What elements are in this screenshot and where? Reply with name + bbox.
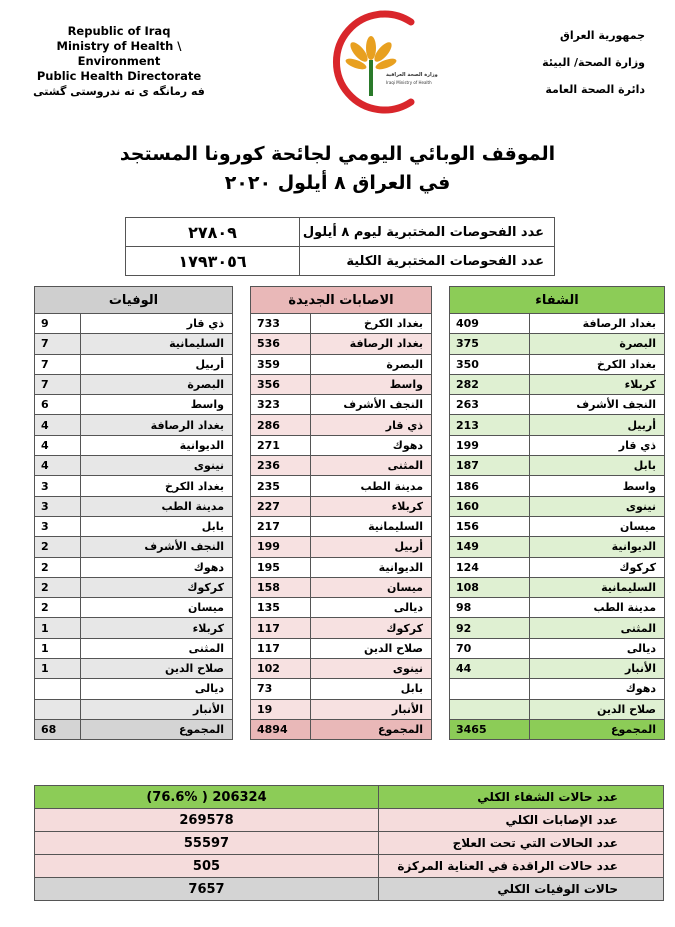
row-value: 4 xyxy=(35,415,81,435)
row-value: 108 xyxy=(450,577,530,597)
row-province: مدينة الطب xyxy=(530,598,665,618)
summary-row xyxy=(35,855,664,878)
table-row xyxy=(450,496,665,516)
row-province: ميسان xyxy=(311,577,432,597)
row-province: ذي قار xyxy=(311,415,432,435)
row-value: 235 xyxy=(251,476,311,496)
header-arabic-block xyxy=(542,22,645,103)
table-header-row xyxy=(35,287,233,314)
lab-tests-total-value: ١٧٩٣٠٥٦ xyxy=(126,247,300,276)
row-province: بغداد الرصافة xyxy=(81,415,233,435)
table-header-row xyxy=(450,287,665,314)
row-province: أربيل xyxy=(530,415,665,435)
row-province: مدينة الطب xyxy=(81,496,233,516)
table-row xyxy=(251,395,432,415)
row-province: المثنى xyxy=(530,618,665,638)
row-value: 44 xyxy=(450,659,530,679)
row-value: 236 xyxy=(251,456,311,476)
table-row xyxy=(35,435,233,455)
table-row xyxy=(450,598,665,618)
row-province: ميسان xyxy=(81,598,233,618)
row-value: 1 xyxy=(35,638,81,658)
row-value: 2 xyxy=(35,557,81,577)
row-value: 282 xyxy=(450,374,530,394)
row-value: 1 xyxy=(35,659,81,679)
row-value: 217 xyxy=(251,516,311,536)
row-province: البصرة xyxy=(530,334,665,354)
row-value: 350 xyxy=(450,354,530,374)
logo-caption-arabic: وزارة الصحة العراقية xyxy=(386,72,438,78)
row-province: أربيل xyxy=(81,354,233,374)
summary-row xyxy=(35,832,664,855)
row-province: دهوك xyxy=(81,557,233,577)
total-label: المجموع xyxy=(530,719,665,739)
row-province: كركوك xyxy=(81,577,233,597)
header-line-country: Republic of Iraq xyxy=(67,24,171,38)
deaths-table xyxy=(34,286,233,740)
table-row xyxy=(251,699,432,719)
row-province: صلاح الدين xyxy=(311,638,432,658)
row-value: 4 xyxy=(35,435,81,455)
row-value: 7 xyxy=(35,374,81,394)
page-title xyxy=(0,140,675,198)
row-value: 356 xyxy=(251,374,311,394)
summary-row xyxy=(35,809,664,832)
row-value: 9 xyxy=(35,314,81,334)
lab-tests-row xyxy=(126,218,555,247)
row-province: بغداد الكرخ xyxy=(530,354,665,374)
table-row xyxy=(450,516,665,536)
row-province: النجف الأشرف xyxy=(81,537,233,557)
title-line-1: الموقف الوبائي اليومي لجائحة كورونا المستجد xyxy=(119,143,556,165)
row-province: بابل xyxy=(530,456,665,476)
total-label: المجموع xyxy=(311,719,432,739)
table-row xyxy=(35,598,233,618)
row-province: بغداد الكرخ xyxy=(81,476,233,496)
table-header-row xyxy=(251,287,432,314)
header-line-ministry: Ministry of Health \ Environment xyxy=(56,39,182,68)
summary-value: 7657 xyxy=(35,878,379,901)
row-value: 187 xyxy=(450,456,530,476)
summary-row xyxy=(35,878,664,901)
table-total-row xyxy=(450,719,665,739)
row-value: 3 xyxy=(35,476,81,496)
table-row xyxy=(450,618,665,638)
table-row xyxy=(35,456,233,476)
row-province: كربلاء xyxy=(81,618,233,638)
title-line-2: في العراق ٨ أيلول ٢٠٢٠ xyxy=(224,172,451,194)
table-row xyxy=(450,557,665,577)
summary-label: عدد حالات الشفاء الكلي xyxy=(379,786,664,809)
row-province: السليمانية xyxy=(81,334,233,354)
row-province: دهوك xyxy=(311,435,432,455)
row-value: 7 xyxy=(35,354,81,374)
row-value: 1 xyxy=(35,618,81,638)
row-value: 156 xyxy=(450,516,530,536)
row-value: 135 xyxy=(251,598,311,618)
row-province: النجف الأشرف xyxy=(311,395,432,415)
row-value: 2 xyxy=(35,598,81,618)
table-row xyxy=(35,679,233,699)
row-value xyxy=(35,699,81,719)
total-value: 68 xyxy=(35,719,81,739)
table-row xyxy=(35,354,233,374)
table-row xyxy=(251,334,432,354)
table-row xyxy=(35,577,233,597)
row-province: بغداد الرصافة xyxy=(311,334,432,354)
table-row xyxy=(251,557,432,577)
row-value: 2 xyxy=(35,537,81,557)
row-value xyxy=(450,679,530,699)
table-row xyxy=(450,699,665,719)
lab-tests-total-label: عدد الفحوصات المختبرية الكلية xyxy=(300,247,555,276)
summary-value: (76.6% ) 206324 xyxy=(35,786,379,809)
table-row xyxy=(450,334,665,354)
table-row xyxy=(251,537,432,557)
row-province: دهوك xyxy=(530,679,665,699)
total-value: 3465 xyxy=(450,719,530,739)
row-value: 149 xyxy=(450,537,530,557)
summary-value: 55597 xyxy=(35,832,379,855)
table-row xyxy=(35,557,233,577)
lab-tests-row xyxy=(126,247,555,276)
row-province: الأنبار xyxy=(311,699,432,719)
row-value: 70 xyxy=(450,638,530,658)
row-value: 375 xyxy=(450,334,530,354)
table-row xyxy=(450,679,665,699)
row-province: الديوانية xyxy=(311,557,432,577)
logo-caption-english: Iraqi Ministry of Health xyxy=(386,80,432,85)
row-province: نينوى xyxy=(81,456,233,476)
row-province: المثنى xyxy=(81,638,233,658)
row-value: 124 xyxy=(450,557,530,577)
row-province: الأنبار xyxy=(530,659,665,679)
row-value: 323 xyxy=(251,395,311,415)
table-row xyxy=(35,334,233,354)
table-row xyxy=(251,577,432,597)
row-province: بغداد الرصافة xyxy=(530,314,665,334)
summary-row xyxy=(35,786,664,809)
table-row xyxy=(251,354,432,374)
total-label: المجموع xyxy=(81,719,233,739)
table-row xyxy=(35,374,233,394)
table-row xyxy=(251,496,432,516)
row-province: ذي قار xyxy=(530,435,665,455)
summary-label: عدد حالات الراقدة في العناية المركزة xyxy=(379,855,664,878)
row-value: 19 xyxy=(251,699,311,719)
table-row xyxy=(450,476,665,496)
header-english-block xyxy=(14,24,224,99)
table-row xyxy=(35,699,233,719)
row-province: النجف الأشرف xyxy=(530,395,665,415)
lab-tests-table xyxy=(125,217,555,276)
table-row xyxy=(450,374,665,394)
row-value: 2 xyxy=(35,577,81,597)
header-line-directorate-ar: دائرة الصحة العامة xyxy=(545,83,645,96)
table-row xyxy=(35,496,233,516)
row-province: الديوانية xyxy=(81,435,233,455)
table-row xyxy=(35,537,233,557)
summary-table xyxy=(34,785,664,901)
row-value: 160 xyxy=(450,496,530,516)
row-province: نينوى xyxy=(530,496,665,516)
row-value: 199 xyxy=(450,435,530,455)
table-header: الشفاء xyxy=(450,287,665,314)
table-header: الوفيات xyxy=(35,287,233,314)
header-line-directorate: Public Health Directorate xyxy=(36,69,202,83)
table-row xyxy=(35,618,233,638)
total-value: 4894 xyxy=(251,719,311,739)
row-province: نينوى xyxy=(311,659,432,679)
row-value: 7 xyxy=(35,334,81,354)
row-province: الديوانية xyxy=(530,537,665,557)
row-value: 195 xyxy=(251,557,311,577)
table-row xyxy=(251,415,432,435)
row-value: 6 xyxy=(35,395,81,415)
row-value xyxy=(450,699,530,719)
row-province: كركوك xyxy=(311,618,432,638)
row-province: صلاح الدين xyxy=(81,659,233,679)
row-province: السليمانية xyxy=(530,577,665,597)
row-value: 3 xyxy=(35,516,81,536)
row-value: 213 xyxy=(450,415,530,435)
row-province: كربلاء xyxy=(530,374,665,394)
table-header: الاصابات الجديدة xyxy=(251,287,432,314)
row-province: بغداد الكرخ xyxy=(311,314,432,334)
lab-tests-daily-value: ٢٧٨٠٩ xyxy=(126,218,300,247)
table-row xyxy=(450,395,665,415)
row-value: 536 xyxy=(251,334,311,354)
table-row xyxy=(251,516,432,536)
row-province: بابل xyxy=(311,679,432,699)
row-value: 102 xyxy=(251,659,311,679)
table-row xyxy=(450,659,665,679)
row-province: واسط xyxy=(81,395,233,415)
row-province: كركوك xyxy=(530,557,665,577)
table-row xyxy=(450,415,665,435)
summary-value: 505 xyxy=(35,855,379,878)
row-province: مدينة الطب xyxy=(311,476,432,496)
lab-tests-daily-label: عدد الفحوصات المختبرية ليوم ٨ أيلول xyxy=(300,218,555,247)
table-row xyxy=(251,456,432,476)
table-row xyxy=(450,456,665,476)
row-province: ذي قار xyxy=(81,314,233,334)
row-value: 92 xyxy=(450,618,530,638)
table-row xyxy=(450,435,665,455)
table-row xyxy=(251,314,432,334)
ministry-logo xyxy=(316,12,438,112)
row-value: 227 xyxy=(251,496,311,516)
row-value: 117 xyxy=(251,618,311,638)
table-row xyxy=(35,395,233,415)
summary-label: عدد الإصابات الكلي xyxy=(379,809,664,832)
row-value: 4 xyxy=(35,456,81,476)
row-province: البصرة xyxy=(311,354,432,374)
row-province: ميسان xyxy=(530,516,665,536)
row-province: المثنى xyxy=(311,456,432,476)
table-row xyxy=(450,638,665,658)
row-province: ديالى xyxy=(81,679,233,699)
table-row xyxy=(251,476,432,496)
summary-label: حالات الوفيات الكلي xyxy=(379,878,664,901)
table-row xyxy=(251,618,432,638)
summary-value: 269578 xyxy=(35,809,379,832)
row-value: 98 xyxy=(450,598,530,618)
table-row xyxy=(251,679,432,699)
row-province: ديالى xyxy=(530,638,665,658)
header-line-kurdish: فه رمانگه ی ته ندروستی گشتی xyxy=(33,85,205,98)
header-line-country-ar: جمهورية العراق xyxy=(560,29,645,42)
row-value: 73 xyxy=(251,679,311,699)
table-row xyxy=(251,659,432,679)
row-value: 3 xyxy=(35,496,81,516)
summary-label: عدد الحالات التي تحت العلاج xyxy=(379,832,664,855)
row-province: ديالى xyxy=(311,598,432,618)
table-row xyxy=(35,659,233,679)
row-value: 359 xyxy=(251,354,311,374)
row-province: واسط xyxy=(530,476,665,496)
table-row xyxy=(251,638,432,658)
table-row xyxy=(251,598,432,618)
row-value: 158 xyxy=(251,577,311,597)
row-value: 271 xyxy=(251,435,311,455)
row-value: 186 xyxy=(450,476,530,496)
table-row xyxy=(35,476,233,496)
row-province: الأنبار xyxy=(81,699,233,719)
table-row xyxy=(35,638,233,658)
row-province: صلاح الدين xyxy=(530,699,665,719)
table-row xyxy=(251,374,432,394)
table-row xyxy=(450,577,665,597)
row-province: كربلاء xyxy=(311,496,432,516)
row-province: البصرة xyxy=(81,374,233,394)
row-province: واسط xyxy=(311,374,432,394)
table-row xyxy=(450,354,665,374)
table-row xyxy=(35,415,233,435)
table-row xyxy=(35,314,233,334)
table-total-row xyxy=(35,719,233,739)
row-province: السليمانية xyxy=(311,516,432,536)
table-row xyxy=(450,537,665,557)
row-value xyxy=(35,679,81,699)
table-total-row xyxy=(251,719,432,739)
row-value: 733 xyxy=(251,314,311,334)
table-row xyxy=(450,314,665,334)
row-value: 117 xyxy=(251,638,311,658)
row-value: 286 xyxy=(251,415,311,435)
row-value: 409 xyxy=(450,314,530,334)
table-row xyxy=(251,435,432,455)
row-province: بابل xyxy=(81,516,233,536)
new-cases-table xyxy=(250,286,432,740)
row-value: 199 xyxy=(251,537,311,557)
recovered-table xyxy=(449,286,665,740)
table-row xyxy=(35,516,233,536)
row-province: أربيل xyxy=(311,537,432,557)
row-value: 263 xyxy=(450,395,530,415)
header-line-ministry-ar: وزارة الصحة/ البيئة xyxy=(542,56,645,69)
